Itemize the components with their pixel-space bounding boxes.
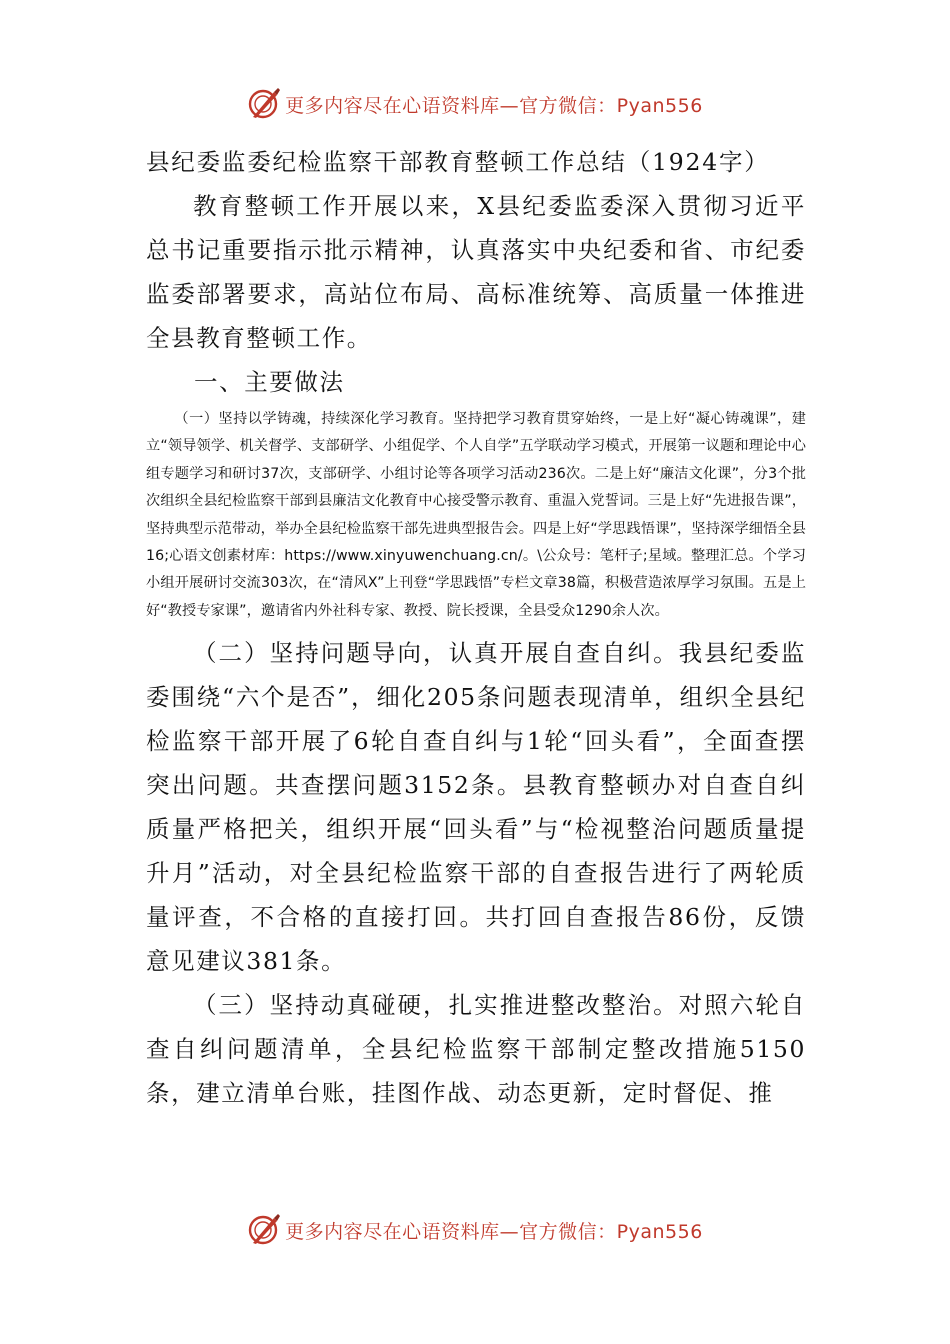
section-heading-main-practices: 一、主要做法	[194, 368, 345, 396]
watermark-banner-bottom	[0, 1210, 950, 1250]
document-body	[146, 140, 806, 1115]
watermark-text: 更多内容尽在心语资料库—官方微信：Pyan556	[285, 94, 703, 117]
intro-paragraph: 教育整顿工作开展以来，X县纪委监委深入贯彻习近平总书记重要指示批示精神，认真落实中央纪委和省、市纪委监委部署要求，高站位布局、高标准统筹、高质量一体推进全县教育整顿工作。	[146, 192, 806, 352]
paragraph-rectification: （三）坚持动真碰硬，扎实推进整改整治。对照六轮自查自纠问题清单，全县纪检监察干部制定整改措施5150条，建立清单台账，挂图作战、动态更新，定时督促、推	[146, 991, 806, 1108]
document-title: 县纪委监委纪检监察干部教育整顿工作总结（1924字）	[146, 148, 770, 176]
watermark-banner-top	[0, 84, 950, 124]
watermark-text: 更多内容尽在心语资料库—官方微信：Pyan556	[285, 1220, 703, 1243]
paragraph-self-inspection: （二）坚持问题导向，认真开展自查自纠。我县纪委监委围绕“六个是否”，细化205条问题表现清单，组织全县纪检监察干部开展了6轮自查自纠与1轮“回头看”，全面查摆突出问题。共查摆问题3152条。县教育整顿办对自查自纠质量严格把关，组织开展“回头看”与“检视整治问题质量提升月”活动，对全县纪检监察干部的自查报告进行了两轮质量评查，不合格的直接打回。共打回自查报告86份，反馈意见建议381条。	[146, 639, 806, 976]
pen-circle-logo-icon	[247, 87, 281, 121]
pen-circle-logo-icon	[247, 1213, 281, 1247]
paragraph-study-education: （一）坚持以学铸魂，持续深化学习教育。坚持把学习教育贯穿始终，一是上好“凝心铸魂课”，建立“领导领学、机关督学、支部研学、小组促学、个人自学”五学联动学习模式，开展第一议题和理论中心组专题学习和研讨37次，支部研学、小组讨论等各项学习活动236次。二是上好“廉洁文化课”，分3个批次组织全县纪检监察干部到县廉洁文化教育中心接受警示教育、重温入党誓词。三是上好“先进报告课”，坚持典型示范带动，举办全县纪检监察干部先进典型报告会。四是上好“学思践悟课”，坚持深学细悟全县16;心语文创素材库：https://www.xinyuwenchuang.cn/。\公众号：笔杆子;星域。整理汇总。个学习小组开展研讨交流303次，在“清风X”上刊登“学思践悟”专栏文章38篇，积极营造浓厚学习氛围。五是上好“教授专家课”，邀请省内外社科专家、教授、院长授课，全县受众1290余人次。	[146, 411, 806, 619]
